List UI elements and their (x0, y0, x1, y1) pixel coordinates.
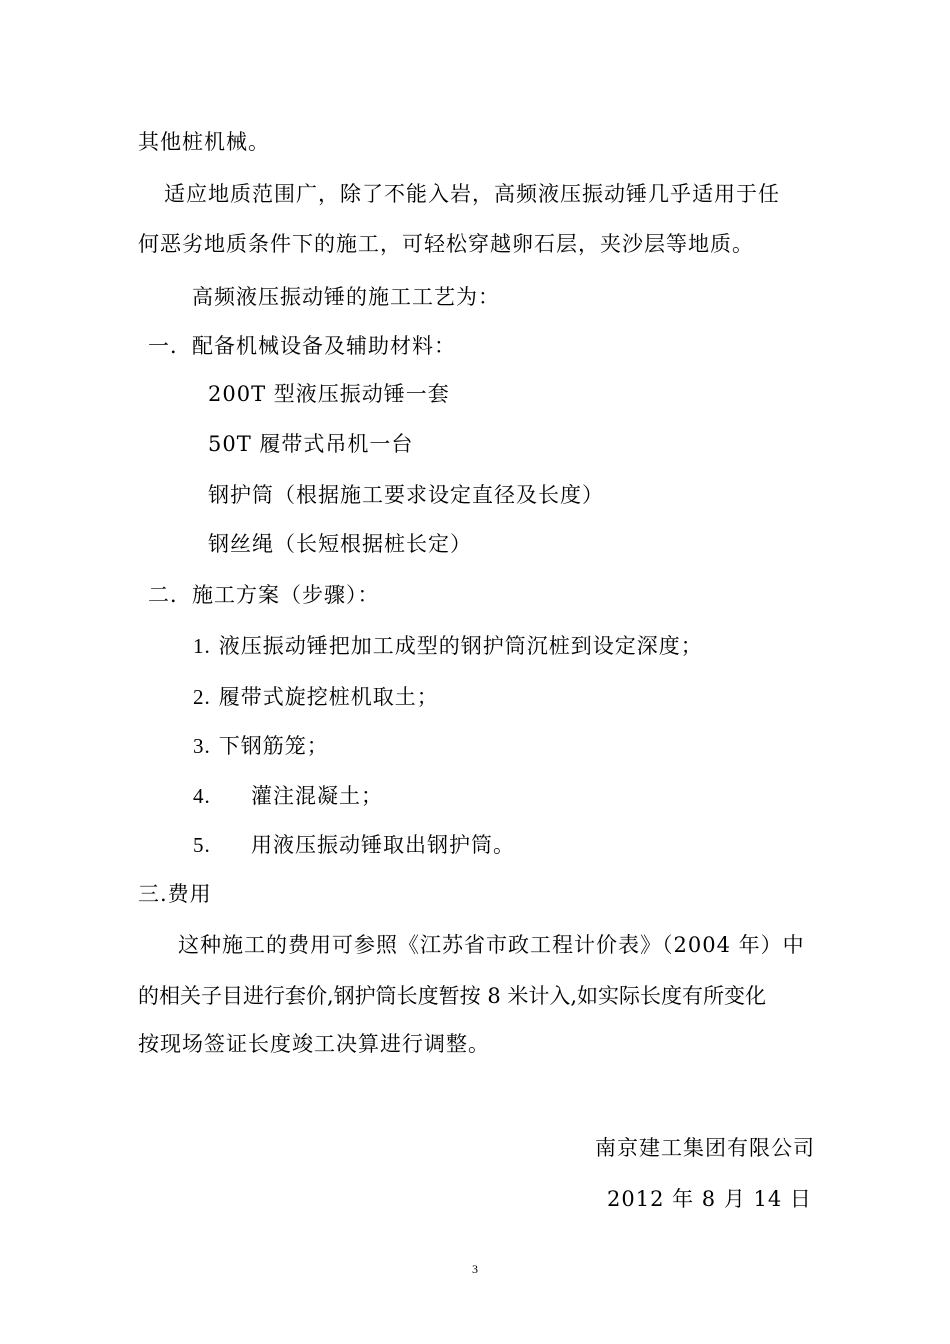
cost-paragraph-line-2: 的相关子目进行套价,钢护筒长度暂按 8 米计入,如实际长度有所变化 (138, 984, 767, 1008)
paragraph-geology-line-1: 适应地质范围广，除了不能入岩，高频液压振动锤几乎适用于任 (164, 182, 780, 206)
section-2-heading: 二．施工方案（步骤）： (148, 583, 380, 607)
equipment-item-4: 钢丝绳（长短根据桩长定） (208, 532, 472, 556)
equipment-item-1: 200T 型液压振动锤一套 (208, 382, 450, 406)
section-3-heading: 三.费用 (138, 882, 212, 906)
signature-company: 南京建工集团有限公司 (595, 1136, 815, 1160)
step-1 (193, 632, 703, 660)
paragraph-intro-end: 其他桩机械。 (138, 130, 270, 154)
process-intro: 高频液压振动锤的施工工艺为： (192, 285, 500, 309)
step-text: 灌注混凝土； (251, 784, 383, 808)
step-text: 履带式旋挖桩机取土； (218, 685, 439, 709)
step-number: 3. (193, 734, 211, 758)
step-text: 下钢筋笼； (218, 734, 329, 758)
step-text: 液压振动锤把加工成型的钢护筒沉桩到设定深度； (218, 634, 703, 658)
step-3 (193, 732, 329, 760)
cost-paragraph-line-3: 按现场签证长度竣工决算进行调整。 (138, 1032, 490, 1056)
cost-paragraph-line-1: 这种施工的费用可参照《江苏省市政工程计价表》（2004 年）中 (178, 933, 805, 957)
step-number: 5. (193, 833, 211, 857)
step-2 (193, 683, 439, 711)
step-text: 用液压振动锤取出钢护筒。 (251, 833, 515, 857)
step-number: 1. (193, 634, 211, 658)
equipment-item-3: 钢护筒（根据施工要求设定直径及长度） (208, 483, 604, 507)
step-number: 2. (193, 685, 211, 709)
section-1-heading: 一．配备机械设备及辅助材料： (148, 334, 456, 358)
equipment-item-2: 50T 履带式吊机一台 (208, 432, 414, 456)
step-4 (193, 782, 383, 810)
step-number: 4. (193, 784, 211, 808)
signature-date: 2012 年 8 月 14 日 (607, 1187, 812, 1211)
paragraph-geology-line-2: 何恶劣地质条件下的施工，可轻松穿越卵石层，夹沙层等地质。 (138, 232, 754, 256)
page-number: 3 (472, 1262, 478, 1276)
step-5 (193, 831, 515, 859)
